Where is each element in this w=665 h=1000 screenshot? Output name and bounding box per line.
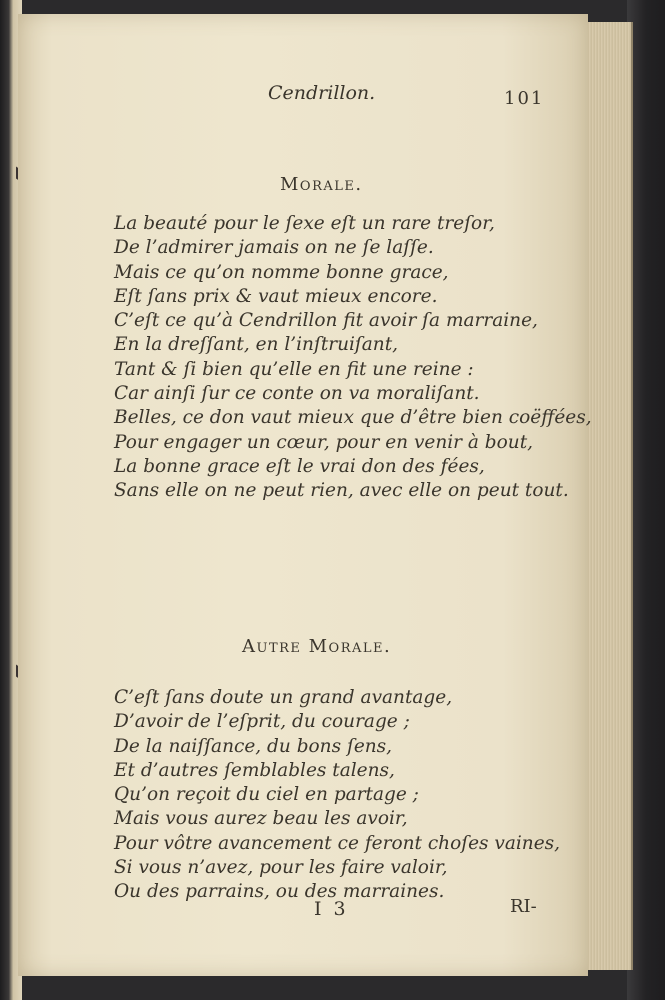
verse-line: Mais ce qu’on nomme bonne grace,: [114, 261, 449, 283]
page-number: 101: [504, 88, 545, 109]
verse-line: Qu’on reçoit du ciel en partage ;: [114, 784, 419, 806]
verse-line: En la dreſſant, en l’inſtruiſant,: [114, 334, 399, 356]
catchword: RI-: [510, 896, 537, 917]
running-title: Cendrillon.: [268, 82, 376, 104]
verse-line: Tant & ſi bien qu’elle en fit une reine :: [114, 358, 474, 380]
verse-line: C’eſt ce qu’à Cendrillon fit avoir ſa marraine,: [114, 310, 538, 332]
verse-line: De la naiſſance, du bons ſens,: [114, 735, 393, 757]
verse-line: C’eſt ſans doute un grand avantage,: [114, 687, 453, 708]
verse-line: Et d’autres ſemblables talens,: [114, 759, 395, 781]
verse-line: Car ainſi ſur ce conte on va moraliſant.: [114, 383, 480, 405]
autre-morale-heading: Autre Morale.: [242, 636, 392, 657]
verse-line: Sans elle on ne peut rien, avec elle on peut tout.: [114, 480, 569, 502]
verse-line: D’avoir de l’eſprit, du courage ;: [114, 711, 410, 733]
verse-line: Pour vôtre avancement ce feront choſes vaines,: [114, 832, 561, 854]
verse-line: Ou des parrains, ou des marraines.: [114, 881, 445, 903]
book-page: [18, 14, 592, 976]
verse-line: Si vous n’avez, pour les faire valoir,: [114, 857, 448, 879]
signature-mark: I 3: [314, 898, 349, 920]
autre-morale-verse: [114, 686, 560, 905]
verse-line: De l’admirer jamais on ne ſe laſſe.: [114, 237, 434, 259]
verse-line: Belles, ce don vaut mieux que d’être bien coëffées,: [114, 407, 592, 429]
morale-verse: [114, 212, 592, 504]
morale-heading: Morale.: [280, 174, 363, 195]
verse-line: La beauté pour le ſexe eſt un rare treſor,: [114, 213, 495, 234]
verse-line: Eſt ſans prix & vaut mieux encore.: [114, 285, 438, 307]
verse-line: Mais vous aurez beau les avoir,: [114, 808, 408, 830]
verse-line: Pour engager un cœur, pour en venir à bout,: [114, 431, 534, 453]
verse-line: La bonne grace eſt le vrai don des fées,: [114, 455, 485, 477]
